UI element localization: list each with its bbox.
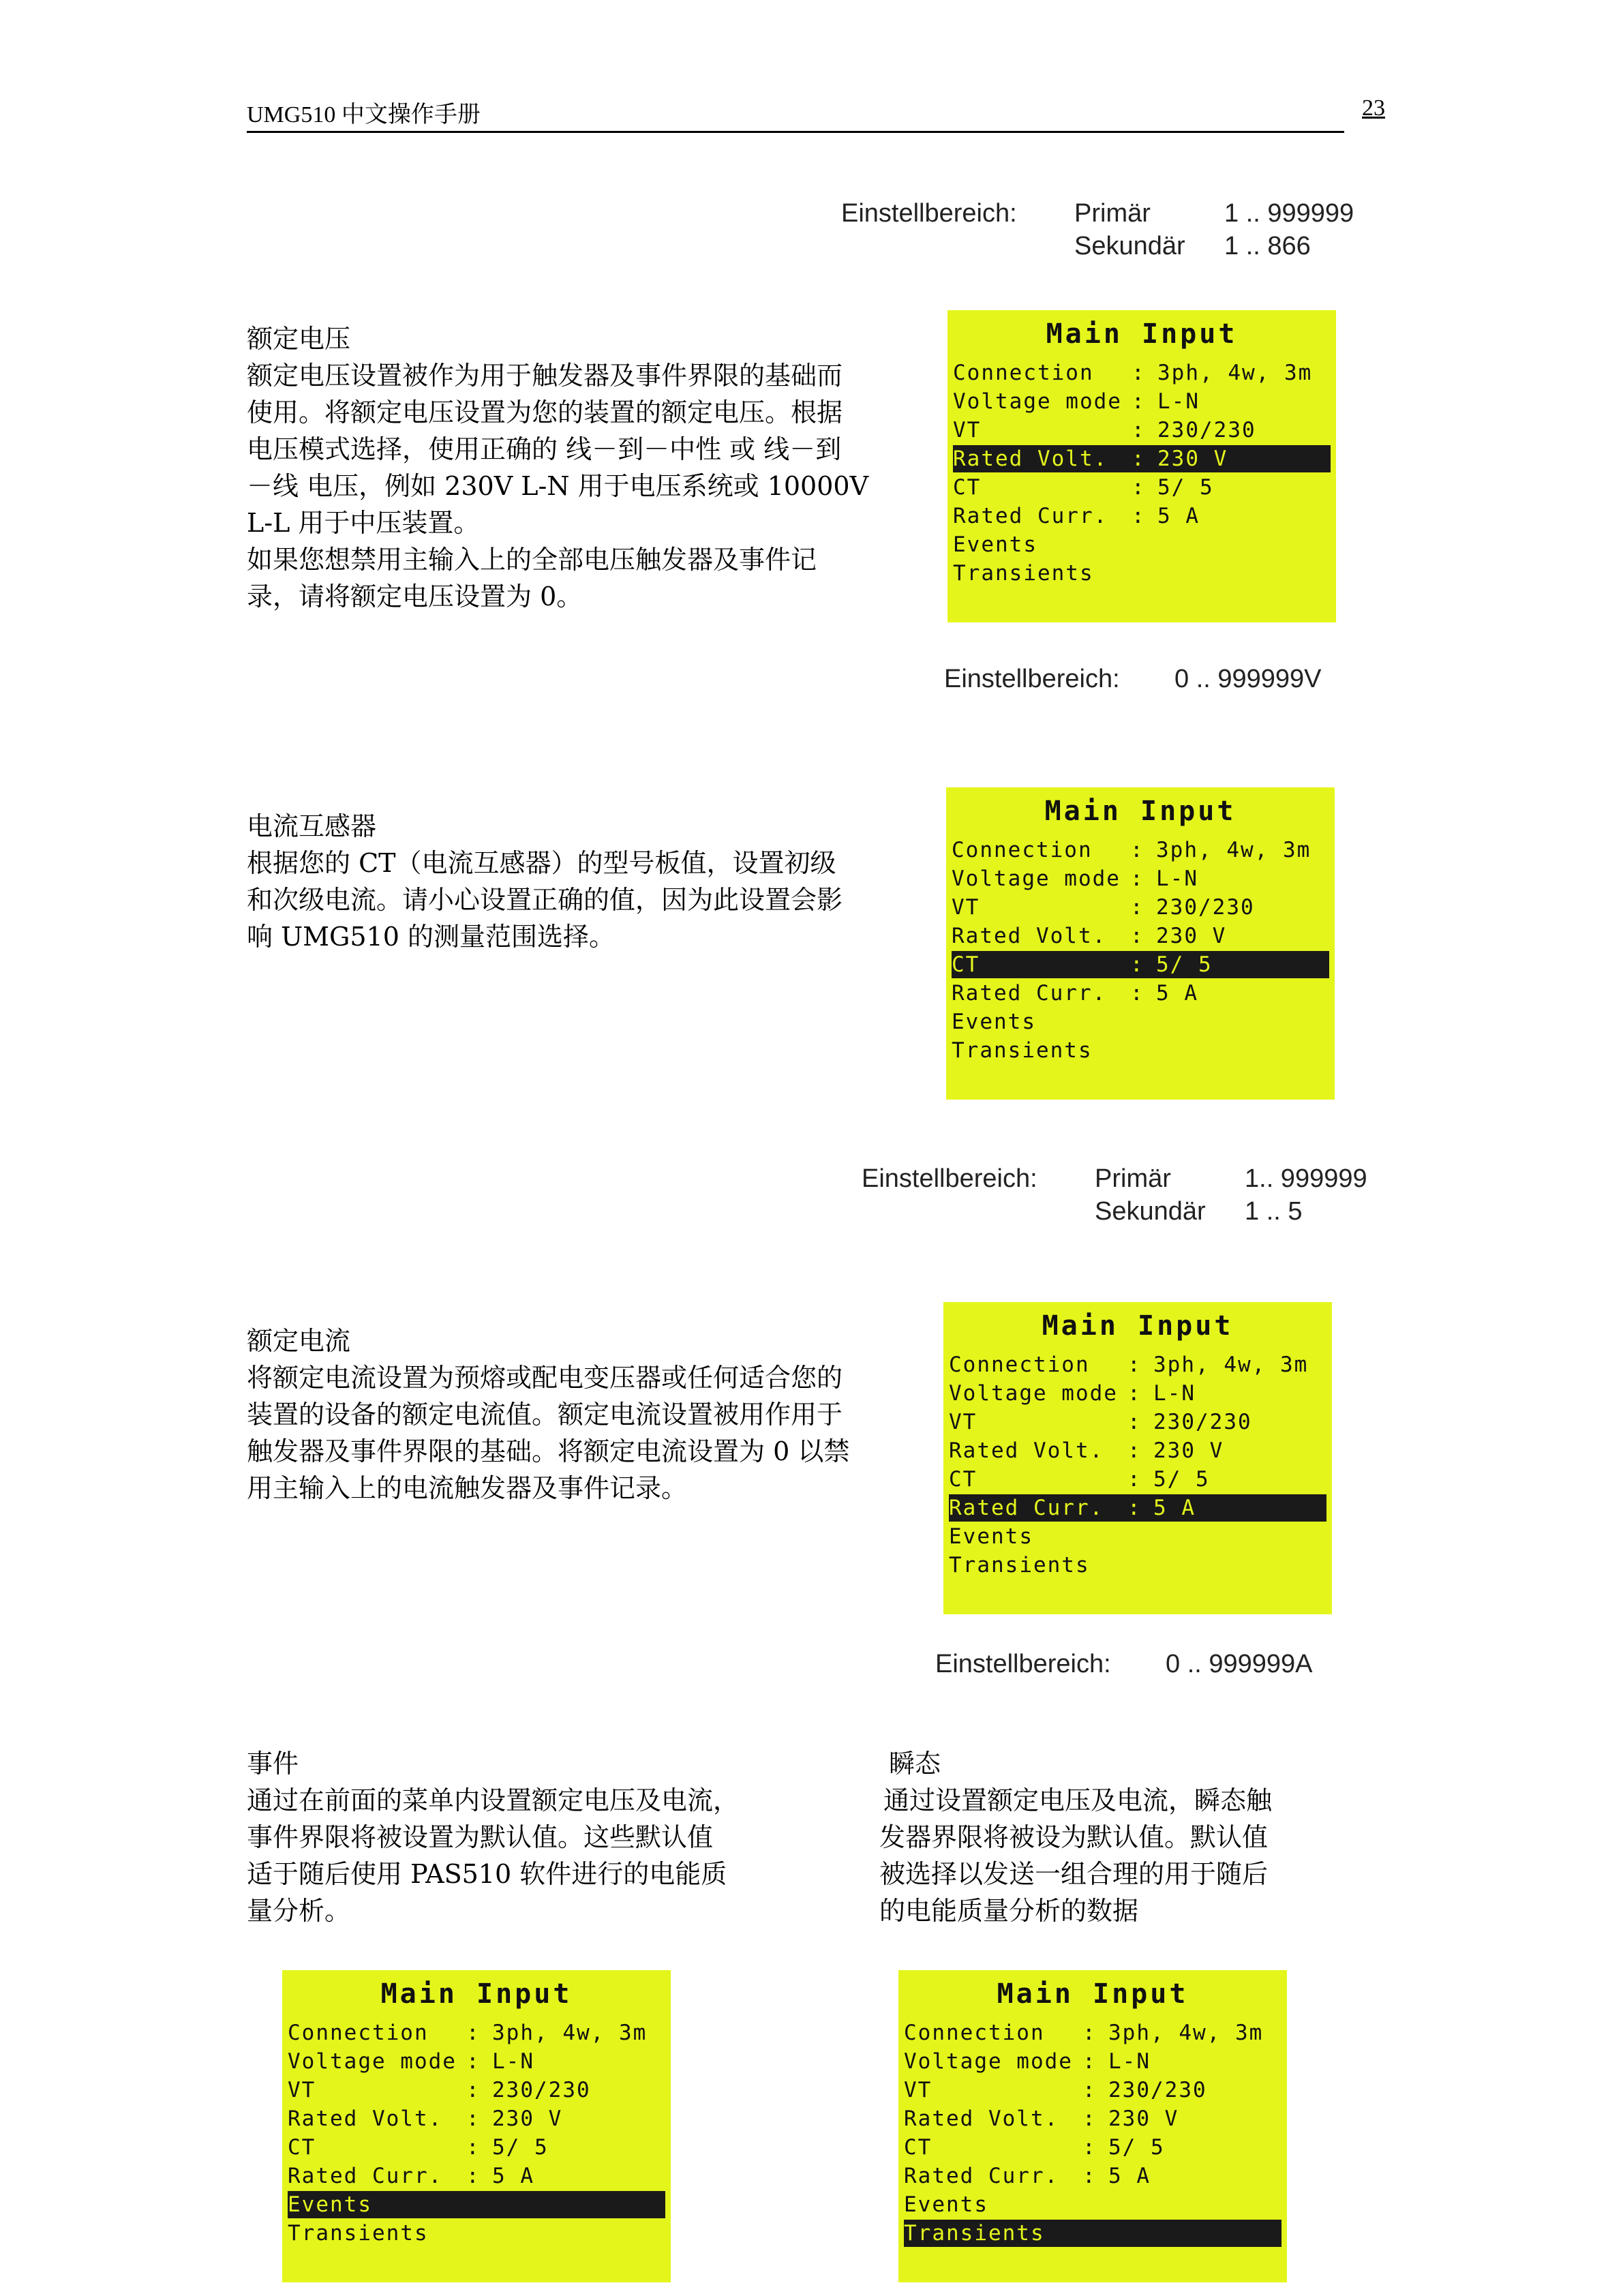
lcd-screen-rated-volt bbox=[947, 310, 1336, 622]
lcd-row-rated-curr: Rated Curr. : 5 A bbox=[288, 2164, 534, 2188]
range-value: 0 .. 999999V bbox=[1174, 665, 1322, 693]
lcd-row-vt: VT : 230/230 bbox=[953, 418, 1256, 442]
lcd-row-connection: Connection : 3ph, 4w, 3m bbox=[288, 2021, 648, 2045]
lcd-row-rated-curr: Rated Curr. : 5 A bbox=[904, 2164, 1151, 2188]
section-events bbox=[247, 1745, 739, 1929]
lcd-row-events: Events bbox=[288, 2191, 665, 2218]
section-heading: 事件 bbox=[247, 1749, 299, 1779]
lcd-row-rated-volt: Rated Volt. : 230 V bbox=[952, 924, 1227, 948]
paragraph-line: 量分析。 bbox=[247, 1896, 351, 1926]
lcd-row-connection: Connection : 3ph, 4w, 3m bbox=[904, 2021, 1264, 2045]
section-rated-voltage bbox=[247, 320, 868, 615]
lcd-row-ct: CT : 5/ 5 bbox=[949, 1467, 1210, 1492]
lcd-row-rated-volt: Rated Volt. : 230 V bbox=[953, 445, 1331, 472]
range-value: 0 .. 999999A bbox=[1166, 1650, 1313, 1678]
lcd-title: Main Input bbox=[1044, 796, 1237, 827]
lcd-row-transients: Transients bbox=[953, 561, 1094, 586]
paragraph-line: 如果您想禁用主输入上的全部电压触发器及事件记 bbox=[247, 545, 817, 575]
range-primary-label: Primär bbox=[1074, 199, 1151, 228]
lcd-row-ct: CT : 5/ 5 bbox=[953, 475, 1214, 500]
paragraph-line: 触发器及事件界限的基础。将额定电流设置为 0 以禁 bbox=[247, 1436, 850, 1466]
header-rule bbox=[247, 131, 1344, 133]
lcd-row-transients: Transients bbox=[949, 1553, 1090, 1577]
lcd-row-ct: CT : 5/ 5 bbox=[904, 2135, 1165, 2160]
page-number: 23 bbox=[1362, 95, 1385, 121]
lcd-row-voltage-mode: Voltage mode : L-N bbox=[288, 2049, 534, 2074]
range-label: Einstellbereich: bbox=[841, 199, 1017, 228]
range-label: Einstellbereich: bbox=[935, 1650, 1111, 1678]
lcd-row-rated-curr: Rated Curr. : 5 A bbox=[953, 504, 1200, 528]
header-title: UMG510 中文操作手册 bbox=[247, 102, 481, 127]
paragraph-line: 事件界限将被设置为默认值。这些默认值 bbox=[247, 1822, 714, 1852]
lcd-screen-transients bbox=[898, 1970, 1287, 2282]
lcd-row-rated-curr: Rated Curr. : 5 A bbox=[949, 1494, 1326, 1522]
lcd-title: Main Input bbox=[997, 1978, 1189, 2010]
lcd-row-vt: VT : 230/230 bbox=[904, 2078, 1207, 2102]
range-secondary-label: Sekundär bbox=[1074, 232, 1185, 260]
lcd-screen-events bbox=[282, 1970, 671, 2282]
range-secondary-label: Sekundär bbox=[1095, 1197, 1206, 1226]
range-secondary-value: 1 .. 5 bbox=[1245, 1197, 1303, 1226]
range-rated-volt bbox=[944, 665, 1367, 699]
range-primary-value: 1 .. 999999 bbox=[1224, 199, 1354, 228]
section-heading: 额定电流 bbox=[247, 1326, 351, 1356]
lcd-row-vt: VT : 230/230 bbox=[952, 895, 1255, 920]
lcd-row-events: Events bbox=[949, 1524, 1033, 1549]
lcd-screen-rated-curr bbox=[943, 1302, 1332, 1614]
lcd-title: Main Input bbox=[1042, 1310, 1234, 1342]
lcd-row-events: Events bbox=[904, 2192, 988, 2217]
paragraph-line: 和次级电流。请小心设置正确的值，因为此设置会影 bbox=[247, 885, 843, 915]
paragraph-line: 的电能质量分析的数据 bbox=[879, 1896, 1139, 1926]
lcd-row-connection: Connection : 3ph, 4w, 3m bbox=[952, 838, 1311, 862]
lcd-row-events: Events bbox=[952, 1010, 1036, 1034]
paragraph-line: 适于随后使用 PAS510 软件进行的电能质 bbox=[247, 1859, 727, 1889]
lcd-row-connection: Connection : 3ph, 4w, 3m bbox=[949, 1353, 1309, 1377]
paragraph-line: 响 UMG510 的测量范围选择。 bbox=[247, 922, 615, 952]
lcd-title: Main Input bbox=[380, 1978, 573, 2010]
section-heading: 瞬态 bbox=[889, 1749, 941, 1779]
section-rated-current bbox=[247, 1323, 849, 1507]
section-current-transformer bbox=[247, 808, 843, 955]
lcd-row-rated-curr: Rated Curr. : 5 A bbox=[952, 981, 1198, 1006]
lcd-row-vt: VT : 230/230 bbox=[949, 1410, 1252, 1434]
range-primary-label: Primär bbox=[1095, 1164, 1171, 1193]
range-secondary-value: 1 .. 866 bbox=[1224, 232, 1311, 260]
paragraph-line: －线 电压，例如 230V L-N 用于电压系统或 10000V bbox=[247, 471, 869, 501]
range-rated-curr bbox=[935, 1650, 1358, 1684]
paragraph-line: 将额定电流设置为预熔或配电变压器或任何适合您的 bbox=[247, 1363, 843, 1393]
paragraph-line: 用主输入上的电流触发器及事件记录。 bbox=[247, 1473, 688, 1503]
paragraph-line: 根据您的 CT（电流互感器）的型号板值，设置初级 bbox=[247, 848, 836, 878]
paragraph-line: 录，请将额定电压设置为 0。 bbox=[247, 581, 583, 611]
paragraph-line: 电压模式选择，使用正确的 线－到－中性 或 线－到 bbox=[247, 434, 842, 464]
paragraph-line: 额定电压设置被作为用于触发器及事件界限的基础而 bbox=[247, 361, 843, 391]
paragraph-line: 使用。将额定电压设置为您的装置的额定电压。根据 bbox=[247, 397, 843, 427]
range-primary-value: 1.. 999999 bbox=[1245, 1164, 1367, 1193]
range-ct bbox=[862, 1164, 1393, 1233]
lcd-row-rated-volt: Rated Volt. : 230 V bbox=[904, 2106, 1179, 2131]
lcd-title: Main Input bbox=[1046, 318, 1238, 350]
lcd-screen-ct bbox=[946, 787, 1335, 1100]
lcd-row-vt: VT : 230/230 bbox=[288, 2078, 591, 2102]
lcd-row-rated-volt: Rated Volt. : 230 V bbox=[288, 2106, 563, 2131]
lcd-row-voltage-mode: Voltage mode : L-N bbox=[904, 2049, 1151, 2074]
range-vt bbox=[841, 199, 1386, 267]
range-label: Einstellbereich: bbox=[862, 1164, 1037, 1193]
lcd-row-voltage-mode: Voltage mode : L-N bbox=[953, 389, 1200, 414]
lcd-row-rated-volt: Rated Volt. : 230 V bbox=[949, 1438, 1224, 1463]
range-label: Einstellbereich: bbox=[944, 665, 1120, 693]
section-transients bbox=[879, 1745, 1272, 1929]
section-heading: 电流互感器 bbox=[247, 811, 377, 841]
lcd-row-transients: Transients bbox=[288, 2221, 429, 2246]
lcd-row-transients: Transients bbox=[952, 1038, 1093, 1063]
lcd-row-events: Events bbox=[953, 532, 1037, 557]
lcd-row-connection: Connection : 3ph, 4w, 3m bbox=[953, 361, 1313, 385]
lcd-row-transients: Transients bbox=[904, 2220, 1281, 2247]
paragraph-line: 装置的设备的额定电流值。额定电流设置被用作用于 bbox=[247, 1400, 843, 1430]
lcd-row-ct: CT : 5/ 5 bbox=[952, 951, 1329, 978]
lcd-row-ct: CT : 5/ 5 bbox=[288, 2135, 549, 2160]
lcd-row-voltage-mode: Voltage mode : L-N bbox=[952, 866, 1198, 891]
section-heading: 额定电压 bbox=[247, 324, 351, 354]
paragraph-line: L-L 用于中压装置。 bbox=[247, 508, 480, 538]
lcd-row-voltage-mode: Voltage mode : L-N bbox=[949, 1381, 1196, 1406]
paragraph-line: 被选择以发送一组合理的用于随后 bbox=[879, 1859, 1269, 1889]
paragraph-line: 通过设置额定电压及电流，瞬态触 bbox=[883, 1785, 1273, 1815]
paragraph-line: 通过在前面的菜单内设置额定电压及电流， bbox=[247, 1785, 740, 1815]
paragraph-line: 发器界限将被设为默认值。默认值 bbox=[879, 1822, 1269, 1852]
